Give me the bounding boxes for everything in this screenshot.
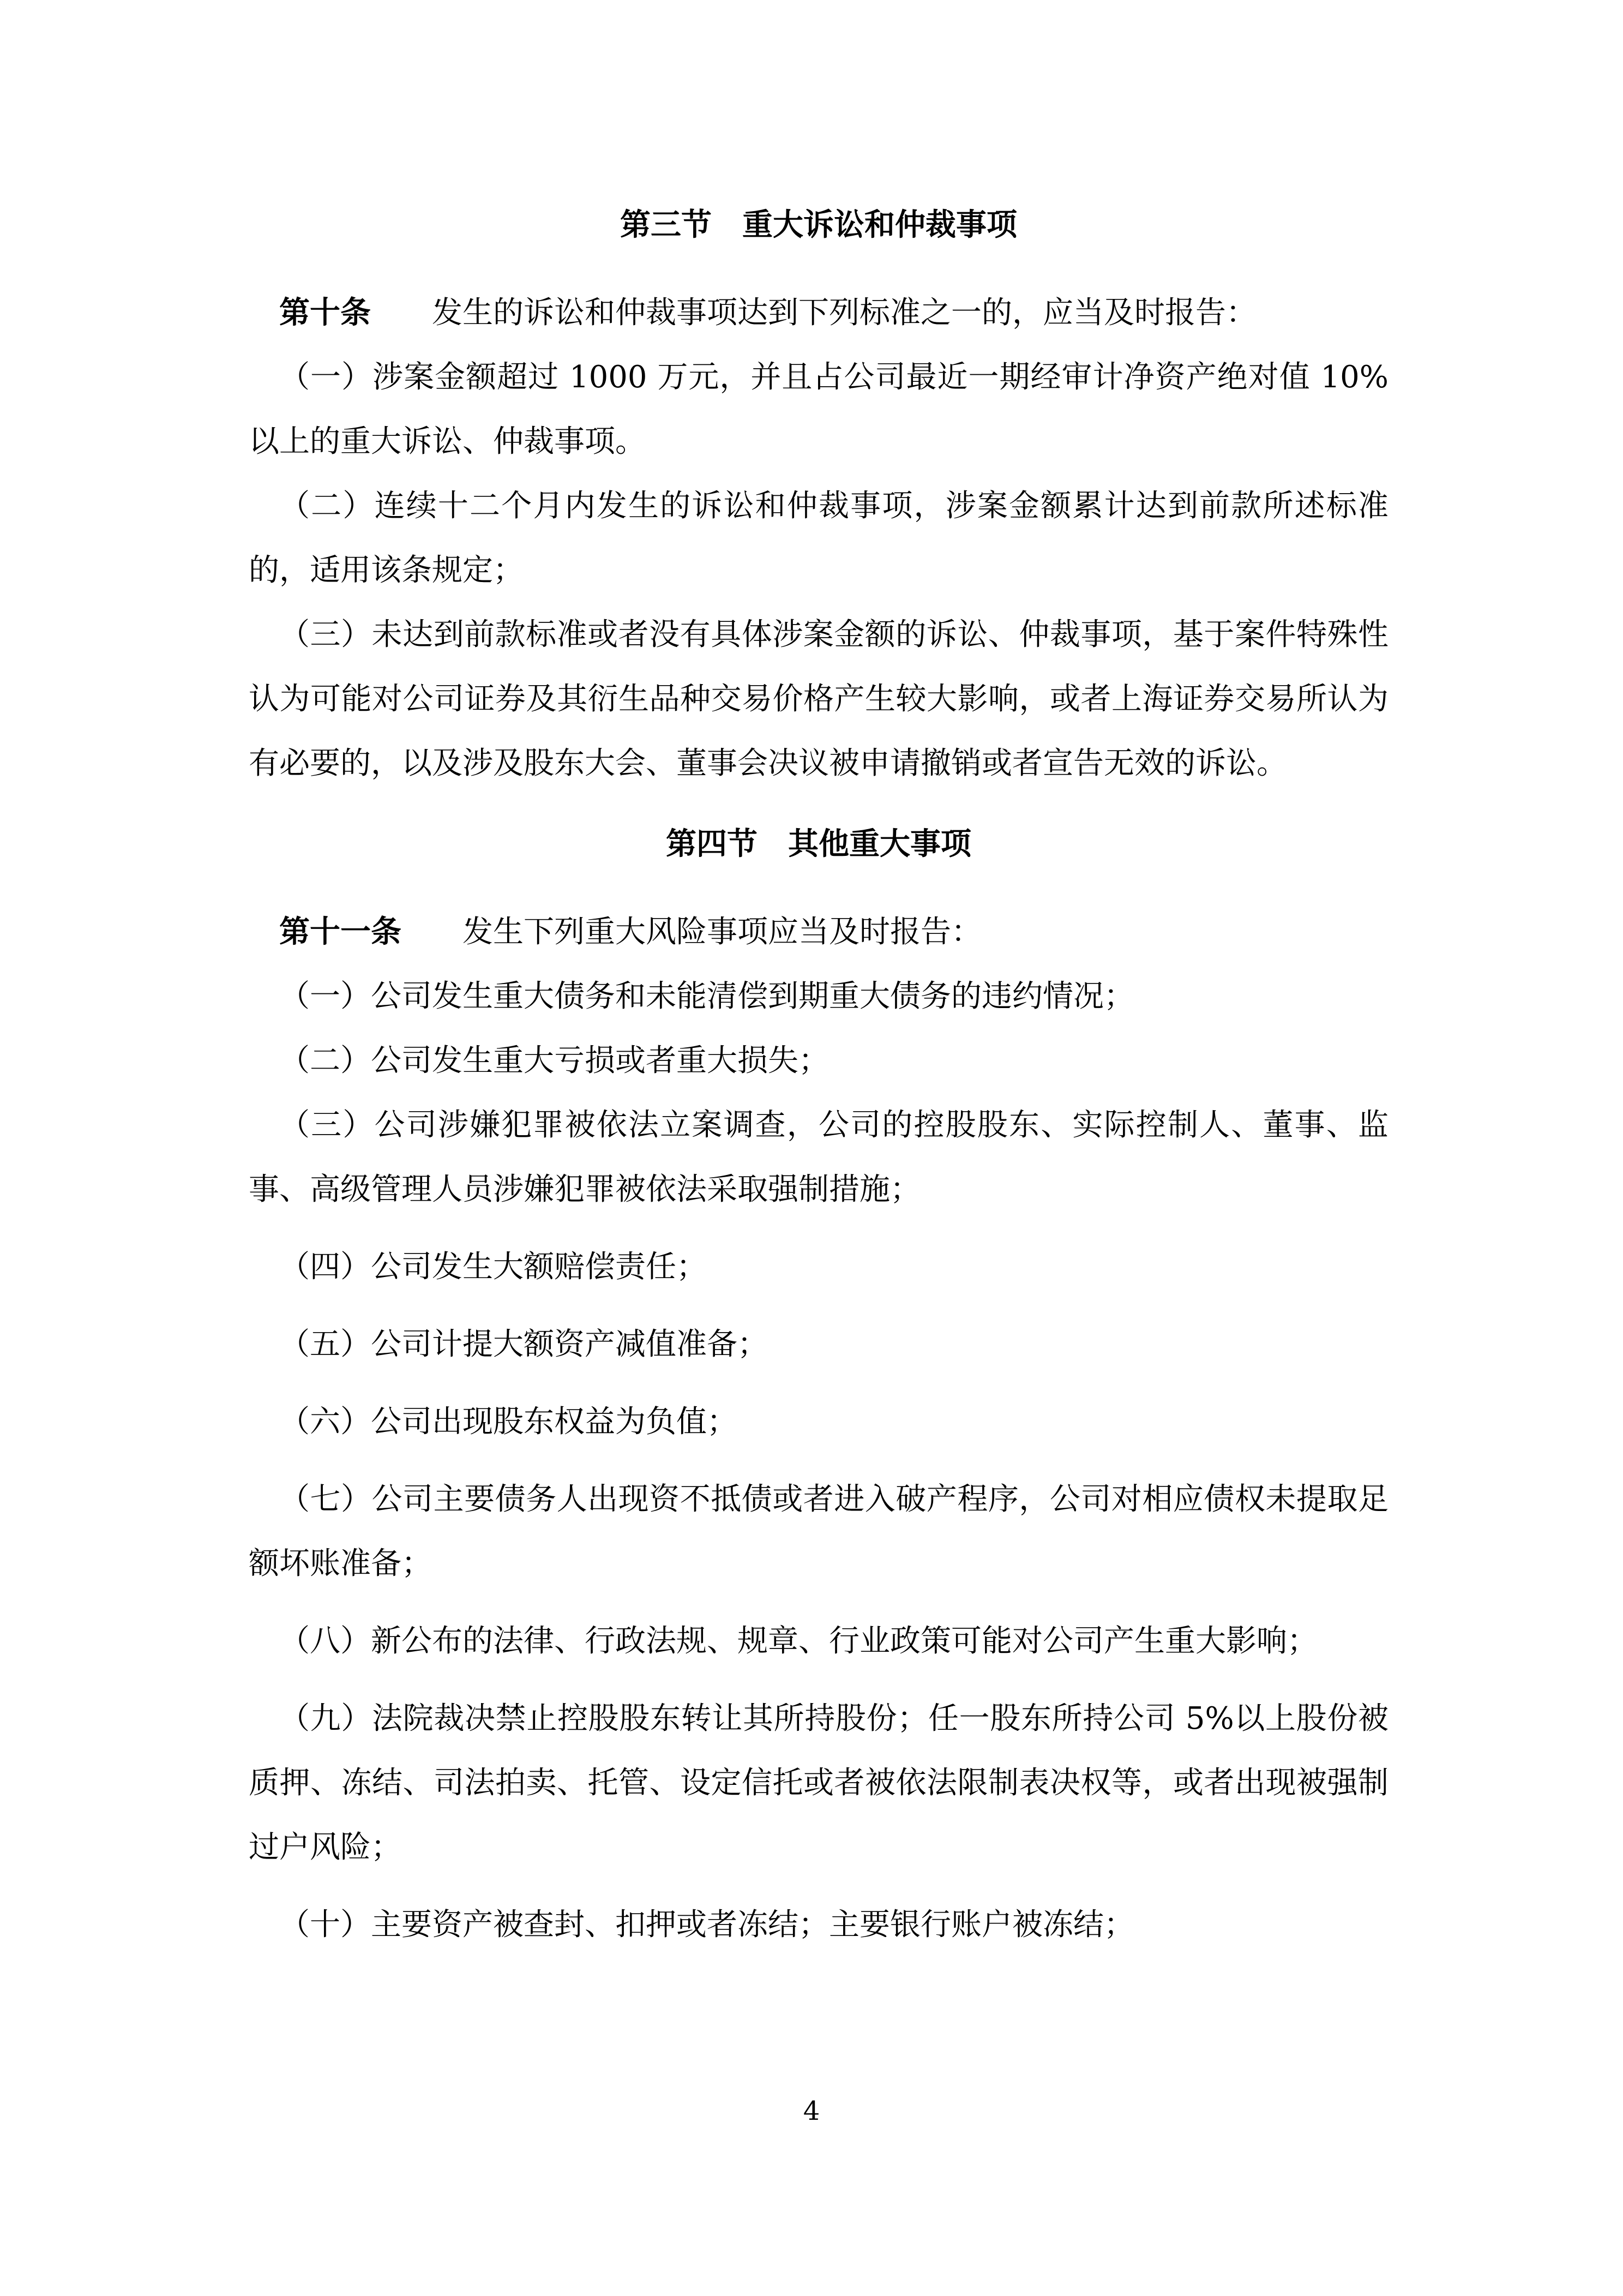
section-3-item-3: （三）未达到前款标准或者没有具体涉案金额的诉讼、仲裁事项，基于案件特殊性认为可能对公司证券及其衍生品种交易价格产生较大影响，或者上海证券交易所认为有必要的，以及涉及股东大会、董事会决议被申请撤销或者宣告无效的诉讼。 [249,617,1388,781]
section-4-item-7: （七）公司主要债务人出现资不抵债或者进入破产程序，公司对相应债权未提取足额坏账准备； [249,1482,1388,1581]
section-4-item-2: （二）公司发生重大亏损或者重大损失； [279,1043,829,1078]
section-4-item-6: （六）公司出现股东权益为负值； [279,1404,737,1440]
section-4-item-10: （十）主要资产被查封、扣押或者冻结；主要银行账户被冻结； [279,1907,1134,1943]
article-10-text: 发生的诉讼和仲裁事项达到下列标准之一的，应当及时报告： [432,295,1257,331]
section-4-heading: 第四节 其他重大事项 [666,826,971,862]
section-4-item-5: （五）公司计提大额资产减值准备； [279,1327,768,1362]
page-content [249,203,1388,1957]
section-4-item-3: （三）公司涉嫌犯罪被依法立案调查，公司的控股股东、实际控制人、董事、监事、高级管理人员涉嫌犯罪被依法采取强制措施； [249,1107,1388,1207]
section-4-item-1: （一）公司发生重大债务和未能清偿到期重大债务的违约情况； [279,979,1134,1014]
section-3-item-1: （一）涉案金额超过 1000 万元，并且占公司最近一期经审计净资产绝对值 10%以上的重大诉讼、仲裁事项。 [249,359,1388,459]
article-10 [249,280,1388,345]
article-10-number: 第十条 [279,295,371,331]
section-4-item-8: （八）新公布的法律、行政法规、规章、行业政策可能对公司产生重大影响； [279,1623,1318,1659]
section-4-item-9: （九）法院裁决禁止控股股东转让其所持股份；任一股东所持公司 5%以上股份被质押、冻结、司法拍卖、托管、设定信托或者被依法限制表决权等，或者出现被强制过户风险； [249,1701,1388,1865]
section-3-heading: 第三节 重大诉讼和仲裁事项 [620,207,1017,243]
article-11-number: 第十一条 [279,914,401,950]
article-11-text: 发生下列重大风险事项应当及时报告： [462,914,982,950]
section-4-item-4: （四）公司发生大额赔偿责任； [279,1249,707,1285]
page-number: 4 [803,2096,820,2126]
section-3-item-2: （二）连续十二个月内发生的诉讼和仲裁事项，涉案金额累计达到前款所述标准的，适用该条规定； [249,488,1388,588]
article-11 [249,900,1388,964]
